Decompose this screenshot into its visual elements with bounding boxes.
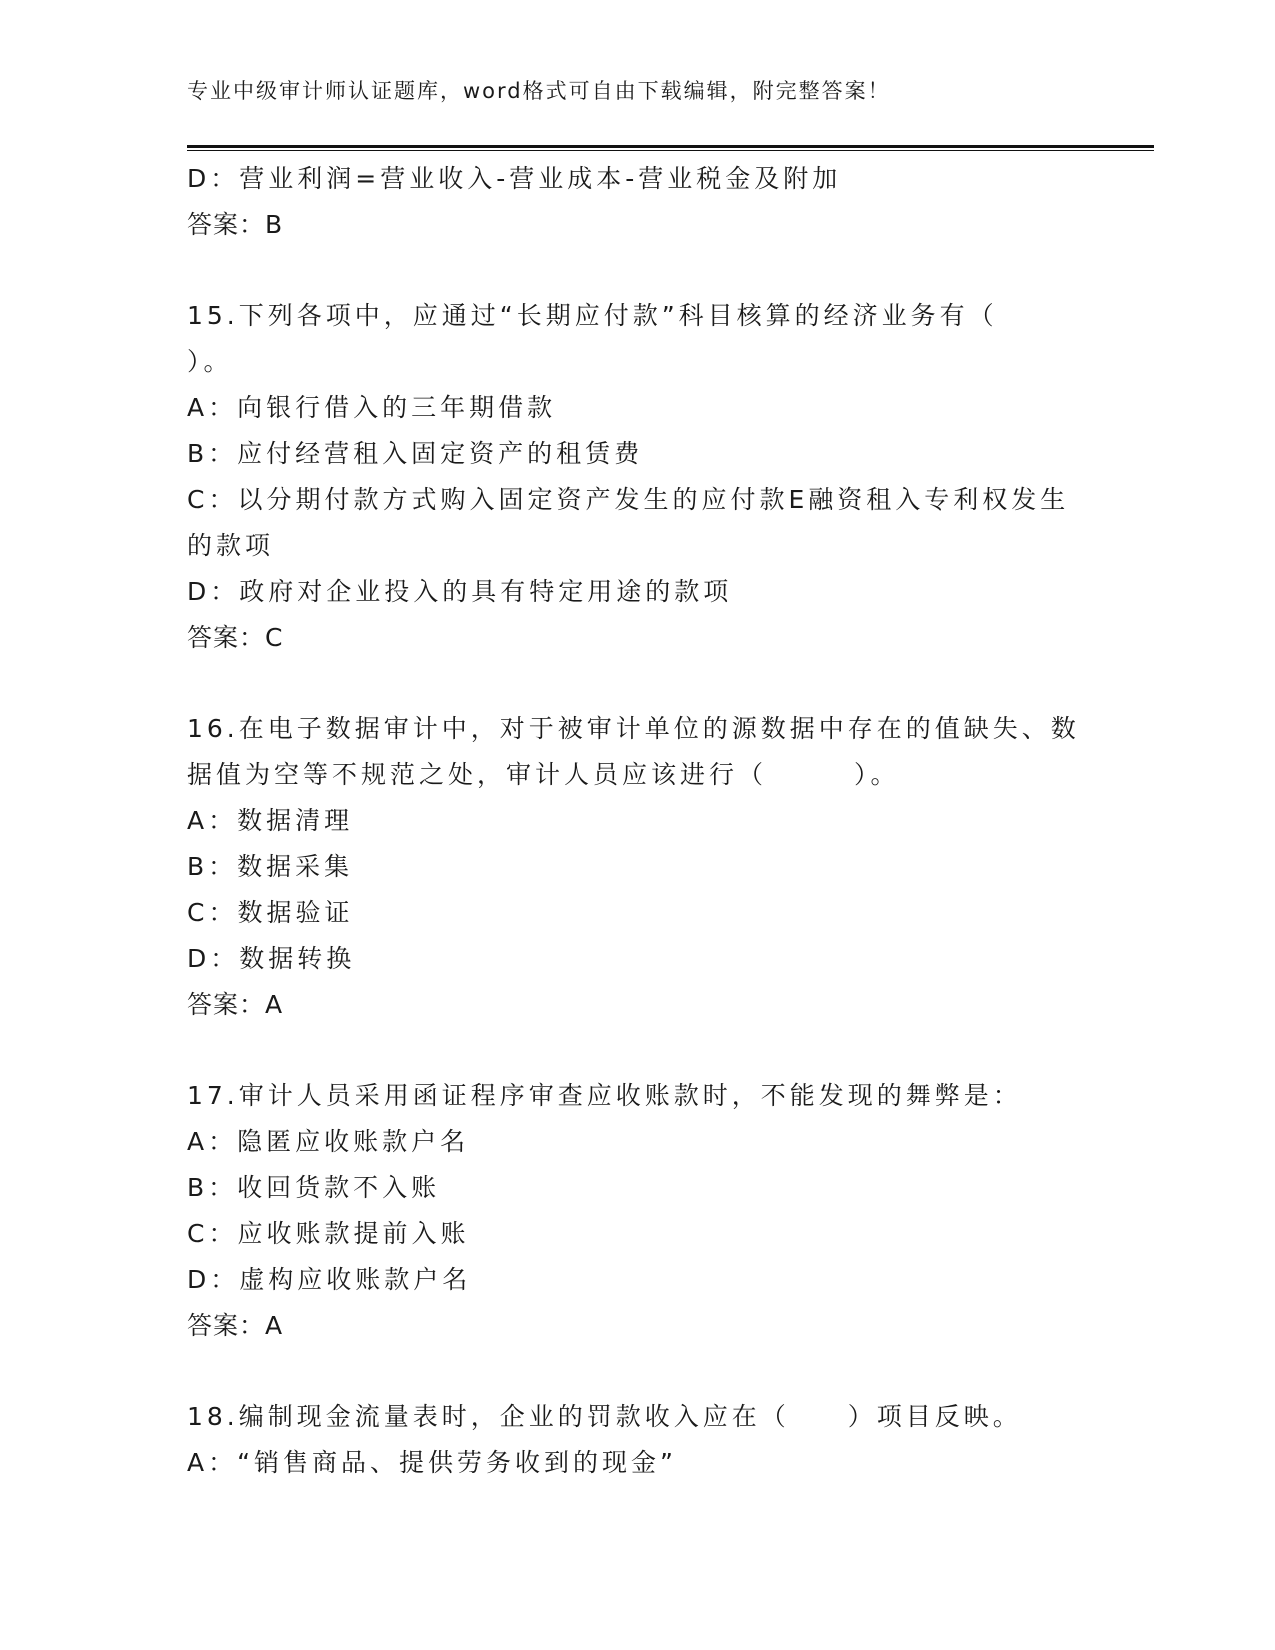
question-stem-continued: 据值为空等不规范之处，审计人员应该进行（ ）。 [187,760,900,789]
option-d: D：政府对企业投入的具有特定用途的款项 [187,577,733,606]
option-c: C：数据验证 [187,898,354,927]
option-a: A：数据清理 [187,806,354,835]
question-14-tail [187,156,1087,248]
option-d: D：营业利润=营业收入-营业成本-营业税金及附加 [187,164,842,193]
question-18 [187,1394,1087,1486]
page-header: 专业中级审计师认证题库，word格式可自由下载编辑，附完整答案！ [187,79,891,103]
option-b: B：收回货款不入账 [187,1173,441,1202]
question-stem: 18.编制现金流量表时，企业的罚款收入应在（ ）项目反映。 [187,1402,1022,1431]
option-b: B：应付经营租入固定资产的租赁费 [187,439,644,468]
answer: 答案：A [187,990,284,1019]
answer: 答案：C [187,623,284,652]
spacer [187,661,1087,706]
question-15 [187,293,1087,661]
question-stem: 16.在电子数据审计中，对于被审计单位的源数据中存在的值缺失、数 [187,714,1080,743]
option-a: A：向银行借入的三年期借款 [187,393,557,422]
option-c: C：应收账款提前入账 [187,1219,470,1248]
option-d: D：虚构应收账款户名 [187,1265,472,1294]
option-a: A：隐匿应收账款户名 [187,1127,470,1156]
option-b: B：数据采集 [187,852,354,881]
option-d: D：数据转换 [187,944,356,973]
spacer [187,1028,1087,1073]
spacer [187,248,1087,293]
header-divider [187,145,1154,151]
question-stem-continued: ）。 [187,347,233,376]
question-stem: 15.下列各项中，应通过“长期应付款”科目核算的经济业务有（ [187,301,998,330]
question-list [187,156,1087,1486]
answer: 答案：A [187,1311,284,1340]
question-stem: 17.审计人员采用函证程序审查应收账款时，不能发现的舞弊是： [187,1081,1022,1110]
answer: 答案：B [187,210,284,239]
spacer [187,1349,1087,1394]
question-16 [187,706,1087,1028]
option-a: A：“销售商品、提供劳务收到的现金” [187,1448,678,1477]
option-c: C：以分期付款方式购入固定资产发生的应付款E融资租入专利权发生 [187,485,1070,514]
question-17 [187,1073,1087,1349]
option-c-continued: 的款项 [187,531,275,560]
